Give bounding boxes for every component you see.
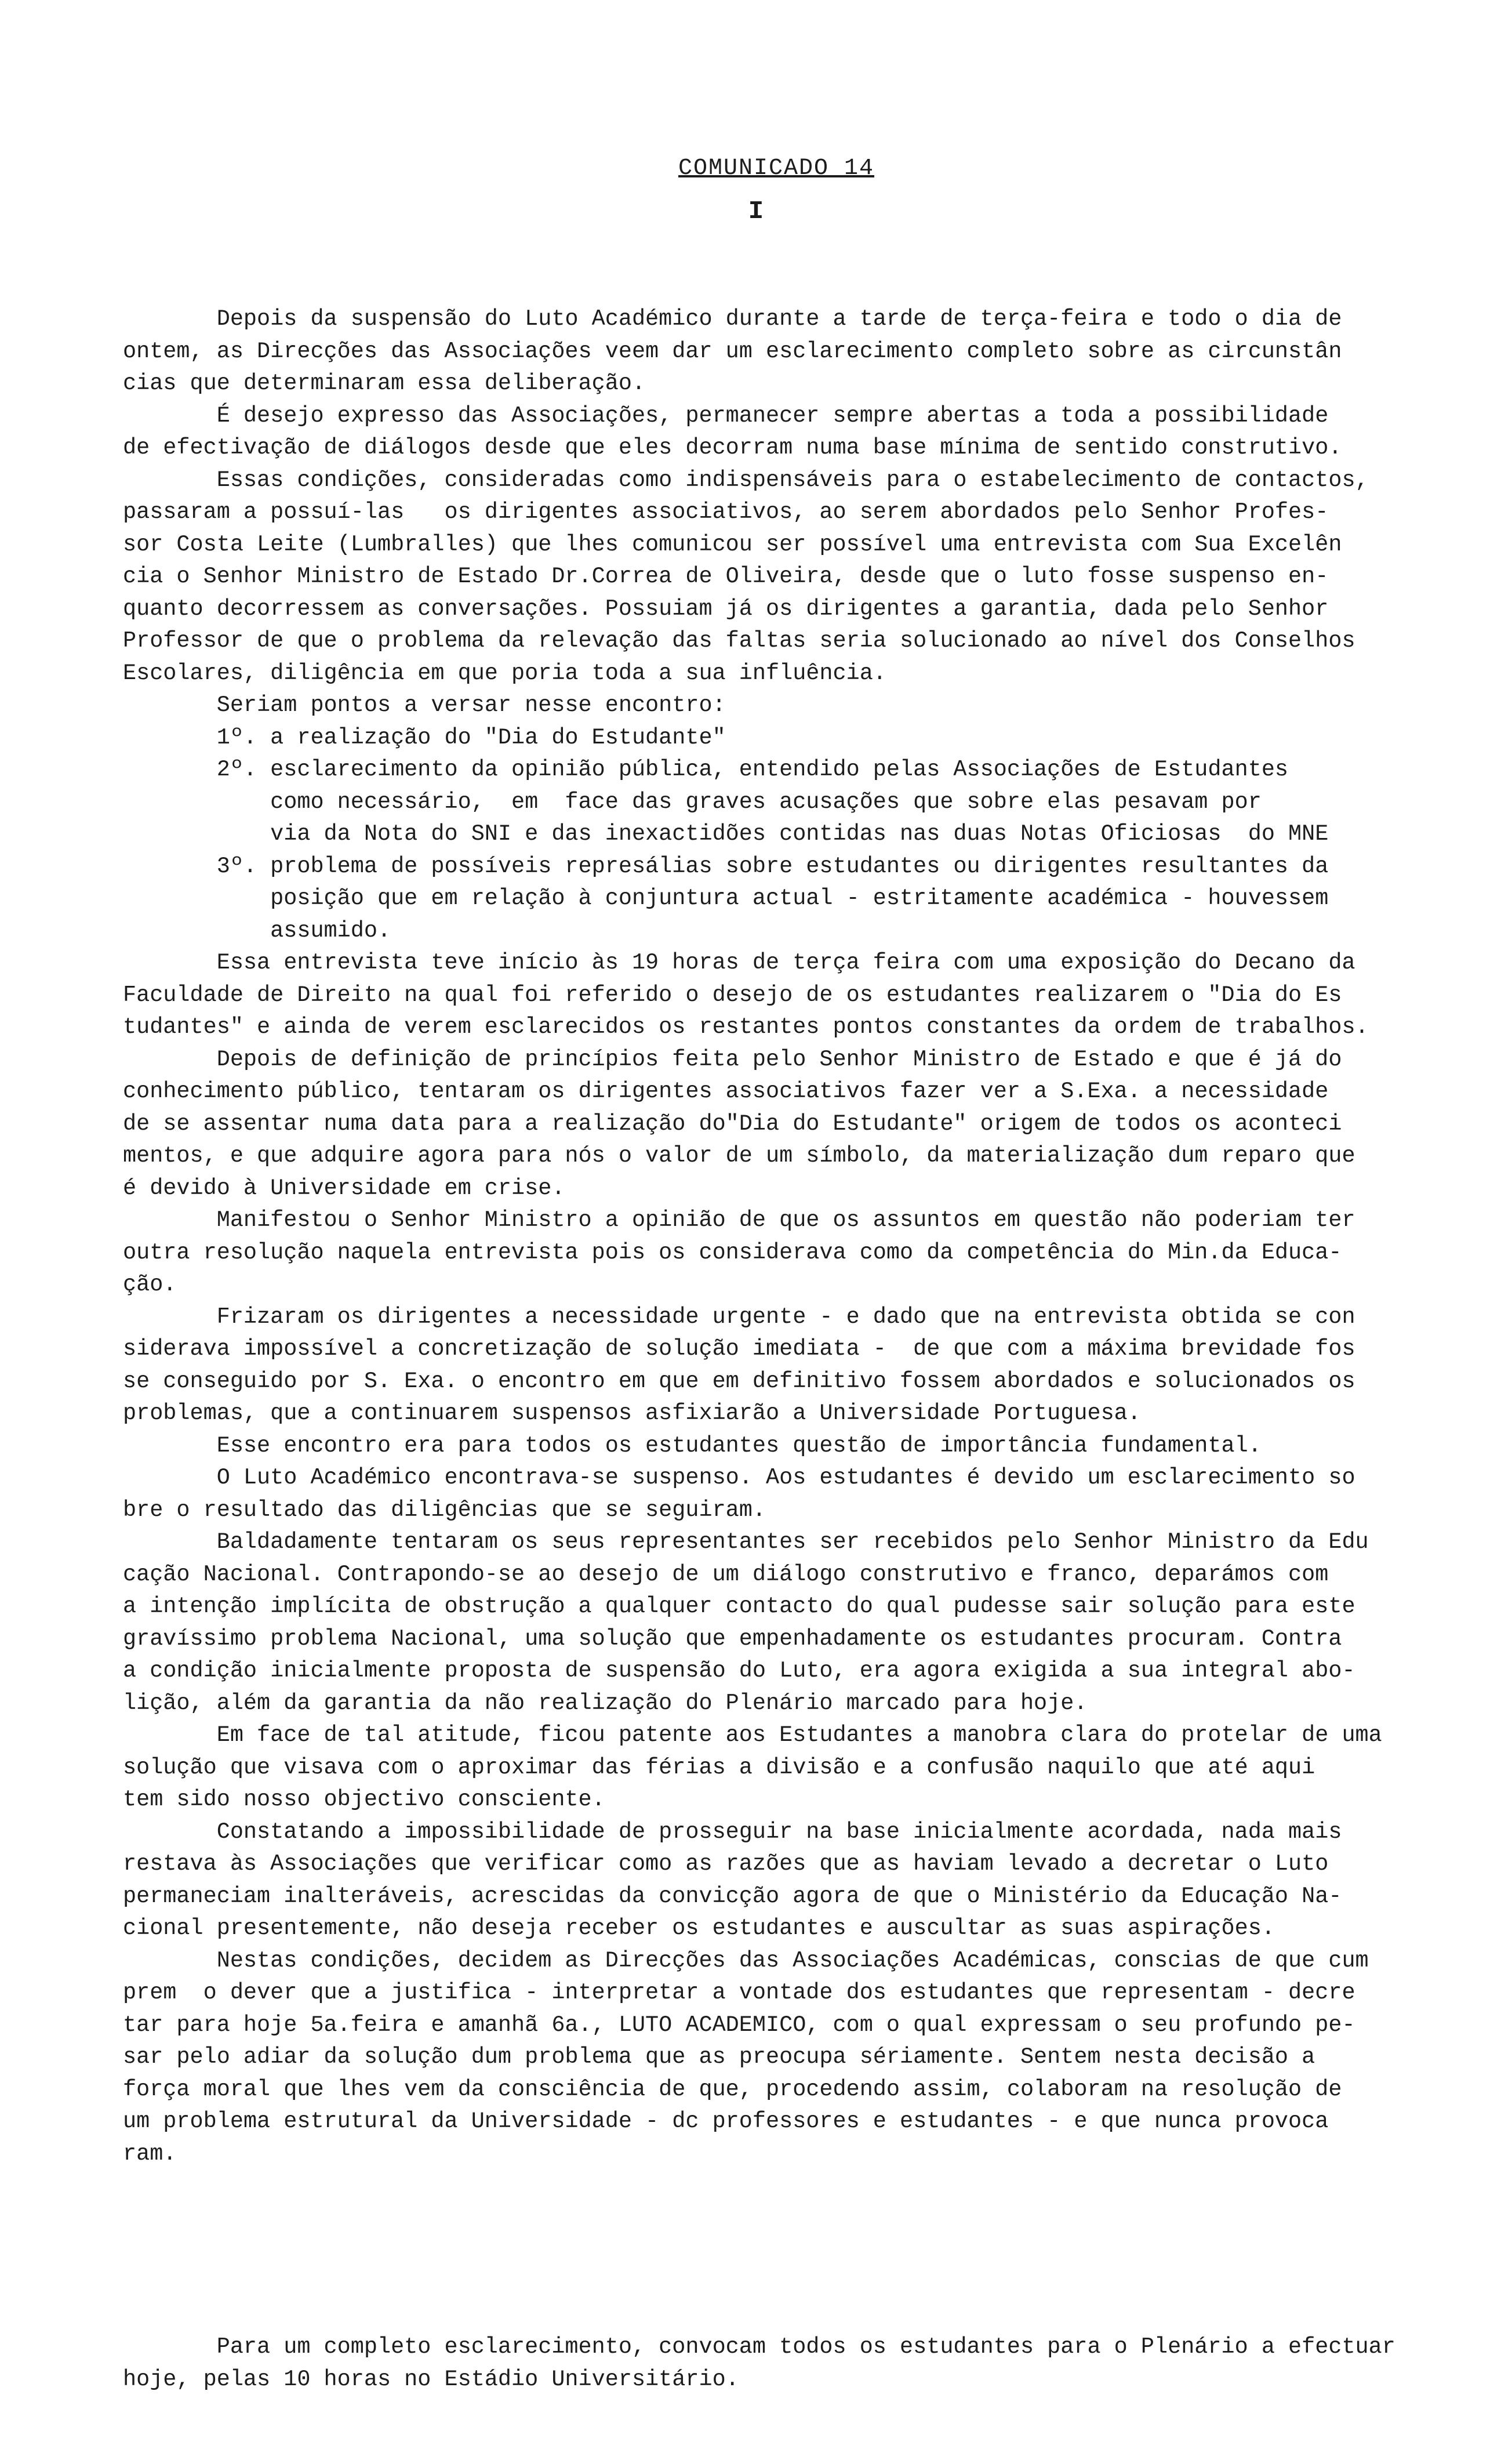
text-line: via da Nota do SNI e das inexactidões contidas nas duas Notas Oficiosas do MNE — [123, 821, 1329, 847]
text-line: de se assentar numa data para a realização do"Dia do Estudante" origem de todos os aconteci — [123, 1111, 1342, 1137]
text-line: Constatando a impossibilidade de prosseguir na base inicialmente acordada, nada mais — [123, 1819, 1342, 1845]
text-line: tudantes" e ainda de verem esclarecidos os restantes pontos constantes da ordem de trabalhos. — [123, 1014, 1369, 1040]
text-line: Seriam pontos a versar nesse encontro: — [123, 692, 726, 718]
text-line: Escolares, diligência em que poria toda a sua influência. — [123, 660, 886, 686]
text-line: Baldadamente tentaram os seus representantes ser recebidos pelo Senhor Ministro da Edu — [123, 1529, 1369, 1555]
text-line: posição que em relação à conjuntura actual - estritamente académica - houvessem — [123, 886, 1329, 911]
text-line: Frizaram os dirigentes a necessidade urgente - e dado que na entrevista obtida se con — [123, 1304, 1355, 1330]
text-line: cia o Senhor Ministro de Estado Dr.Correa de Oliveira, desde que o luto fosse suspenso en- — [123, 564, 1329, 589]
text-line: sor Costa Leite (Lumbralles) que lhes comunicou ser possível uma entrevista com Sua Excelên — [123, 531, 1342, 557]
text-line: Essa entrevista teve início às 19 horas de terça feira com uma exposição do Decano da — [123, 950, 1355, 975]
text-line: um problema estrutural da Universidade - dc professores e estudantes - e que nunca provoca — [123, 2109, 1329, 2134]
paragraph-gap — [123, 2234, 1480, 2267]
body-lines — [123, 303, 1480, 2170]
text-line: Essas condições, consideradas como indispensáveis para o estabelecimento de contactos, — [123, 467, 1369, 493]
text-line: restava às Associações que verificar como as razões que as haviam levado a decretar o Luto — [123, 1851, 1329, 1877]
text-line: Depois da suspensão do Luto Académico durante a tarde de terça-feira e todo o dia de — [123, 306, 1342, 332]
text-line: 3º. problema de possíveis represálias sobre estudantes ou dirigentes resultantes da — [123, 853, 1329, 879]
text-line: tem sido nosso objectivo consciente. — [123, 1787, 605, 1812]
text-line: ontem, as Direcções das Associações veem dar um esclarecimento completo sobre as circunstân — [123, 338, 1342, 364]
text-line: mentos, e que adquire agora para nós o valor de um símbolo, da materialização dum reparo que — [123, 1143, 1355, 1169]
text-line: hoje, pelas 10 horas no Estádio Universitário. — [123, 2366, 739, 2392]
text-line: siderava impossível a concretização de solução imediata - de que com a máxima brevidade fos — [123, 1336, 1355, 1362]
text-line: assumido. — [123, 917, 391, 944]
text-line: ram. — [123, 2140, 177, 2167]
text-line: Manifestou o Senhor Ministro a opinião de que os assuntos em questão não poderiam ter — [123, 1207, 1355, 1233]
text-line: Esse encontro era para todos os estudantes questão de importância fundamental. — [123, 1432, 1262, 1458]
text-line: solução que visava com o aproximar das férias a divisão e a confusão naquilo que até aqui — [123, 1754, 1315, 1780]
text-line: prem o dever que a justifica - interpretar a vontade dos estudantes que representam - decre — [123, 1980, 1355, 2005]
text-line: outra resolução naquela entrevista pois os considerava como da competência do Min.da Educa- — [123, 1239, 1342, 1265]
text-line: ção. — [123, 1272, 177, 1297]
text-line: sar pelo adiar da solução dum problema que as preocupa sériamente. Sentem nesta decisão a — [123, 2044, 1315, 2070]
text-line: passaram a possuí-las os dirigentes associativos, ao serem abordados pelo Senhor Profes- — [123, 499, 1329, 525]
text-line: a condição inicialmente proposta de suspensão do Luto, era agora exigida a sua integral abo- — [123, 1658, 1355, 1683]
document-body — [123, 239, 1480, 2460]
text-line: Para um completo esclarecimento, convocam todos os estudantes para o Plenário a efectuar — [123, 2334, 1395, 2360]
text-line: problemas, que a continuarem suspensos asfixiarão a Universidade Portuguesa. — [123, 1400, 1141, 1426]
text-line: cias que determinaram essa deliberação. — [123, 371, 646, 396]
text-line: Depois de definição de princípios feita pelo Senhor Ministro de Estado e que é já do — [123, 1046, 1342, 1072]
text-line: É desejo expresso das Associações, permanecer sempre abertas a toda a possibilidade — [123, 402, 1329, 429]
text-line: bre o resultado das diligências que se seguiram. — [123, 1497, 766, 1523]
text-line: tar para hoje 5a.feira e amanhã 6a., LUTO ACADEMICO, com o qual expressam o seu profundo pe- — [123, 2012, 1355, 2038]
text-line: Nestas condições, decidem as Direcções das Associações Académicas, conscias de que cum — [123, 1947, 1369, 1973]
text-line: é devido à Universidade em crise. — [123, 1175, 565, 1201]
text-line: como necessário, em face das graves acusações que sobre elas pesavam por — [123, 789, 1262, 815]
text-line: Professor de que o problema da relevação das faltas seria solucionado ao nível dos Conselhos — [123, 628, 1355, 654]
text-line: se conseguido por S. Exa. o encontro em que em definitivo fossem abordados e solucionados os — [123, 1368, 1355, 1394]
closing-paragraph — [123, 2331, 1480, 2396]
document-title: COMUNICADO 14 — [678, 155, 875, 182]
text-line: a intenção implícita de obstrução a qualquer contacto do qual pudesse sair solução para este — [123, 1594, 1355, 1619]
text-line: de efectivação de diálogos desde que eles decorram numa base mínima de sentido construtivo. — [123, 435, 1342, 460]
text-line: O Luto Académico encontrava-se suspenso. Aos estudantes é devido um esclarecimento so — [123, 1465, 1355, 1490]
text-line: cação Nacional. Contrapondo-se ao desejo de um diálogo construtivo e franco, deparámos com — [123, 1561, 1329, 1587]
text-line: conhecimento público, tentaram os dirigentes associativos fazer ver a S.Exa. a necessidade — [123, 1079, 1329, 1104]
text-line: Em face de tal atitude, ficou patente aos Estudantes a manobra clara do protelar de uma — [123, 1722, 1382, 1748]
text-line: gravíssimo problema Nacional, uma solução que empenhadamente os estudantes procuram. Contra — [123, 1626, 1342, 1652]
text-line: cional presentemente, não deseja receber os estudantes e auscultar as suas aspirações. — [123, 1915, 1275, 1941]
text-line: quanto decorressem as conversações. Possuiam já os dirigentes a garantia, dada pelo Senhor — [123, 596, 1329, 622]
text-line: força moral que lhes vem da consciência de que, procedendo assim, colaboram na resolução de — [123, 2076, 1342, 2102]
text-line: Faculdade de Direito na qual foi referido o desejo de os estudantes realizarem o "Dia do Es — [123, 982, 1342, 1008]
text-line: lição, além da garantia da não realização do Plenário marcado para hoje. — [123, 1690, 1088, 1716]
text-line: 1º. a realização do "Dia do Estudante" — [123, 724, 726, 750]
section-number: I — [748, 197, 764, 226]
text-line: permaneciam inalteráveis, acrescidas da convicção agora de que o Ministério da Educação Na- — [123, 1883, 1342, 1909]
text-line: 2º. esclarecimento da opinião pública, entendido pelas Associações de Estudantes — [123, 757, 1289, 782]
